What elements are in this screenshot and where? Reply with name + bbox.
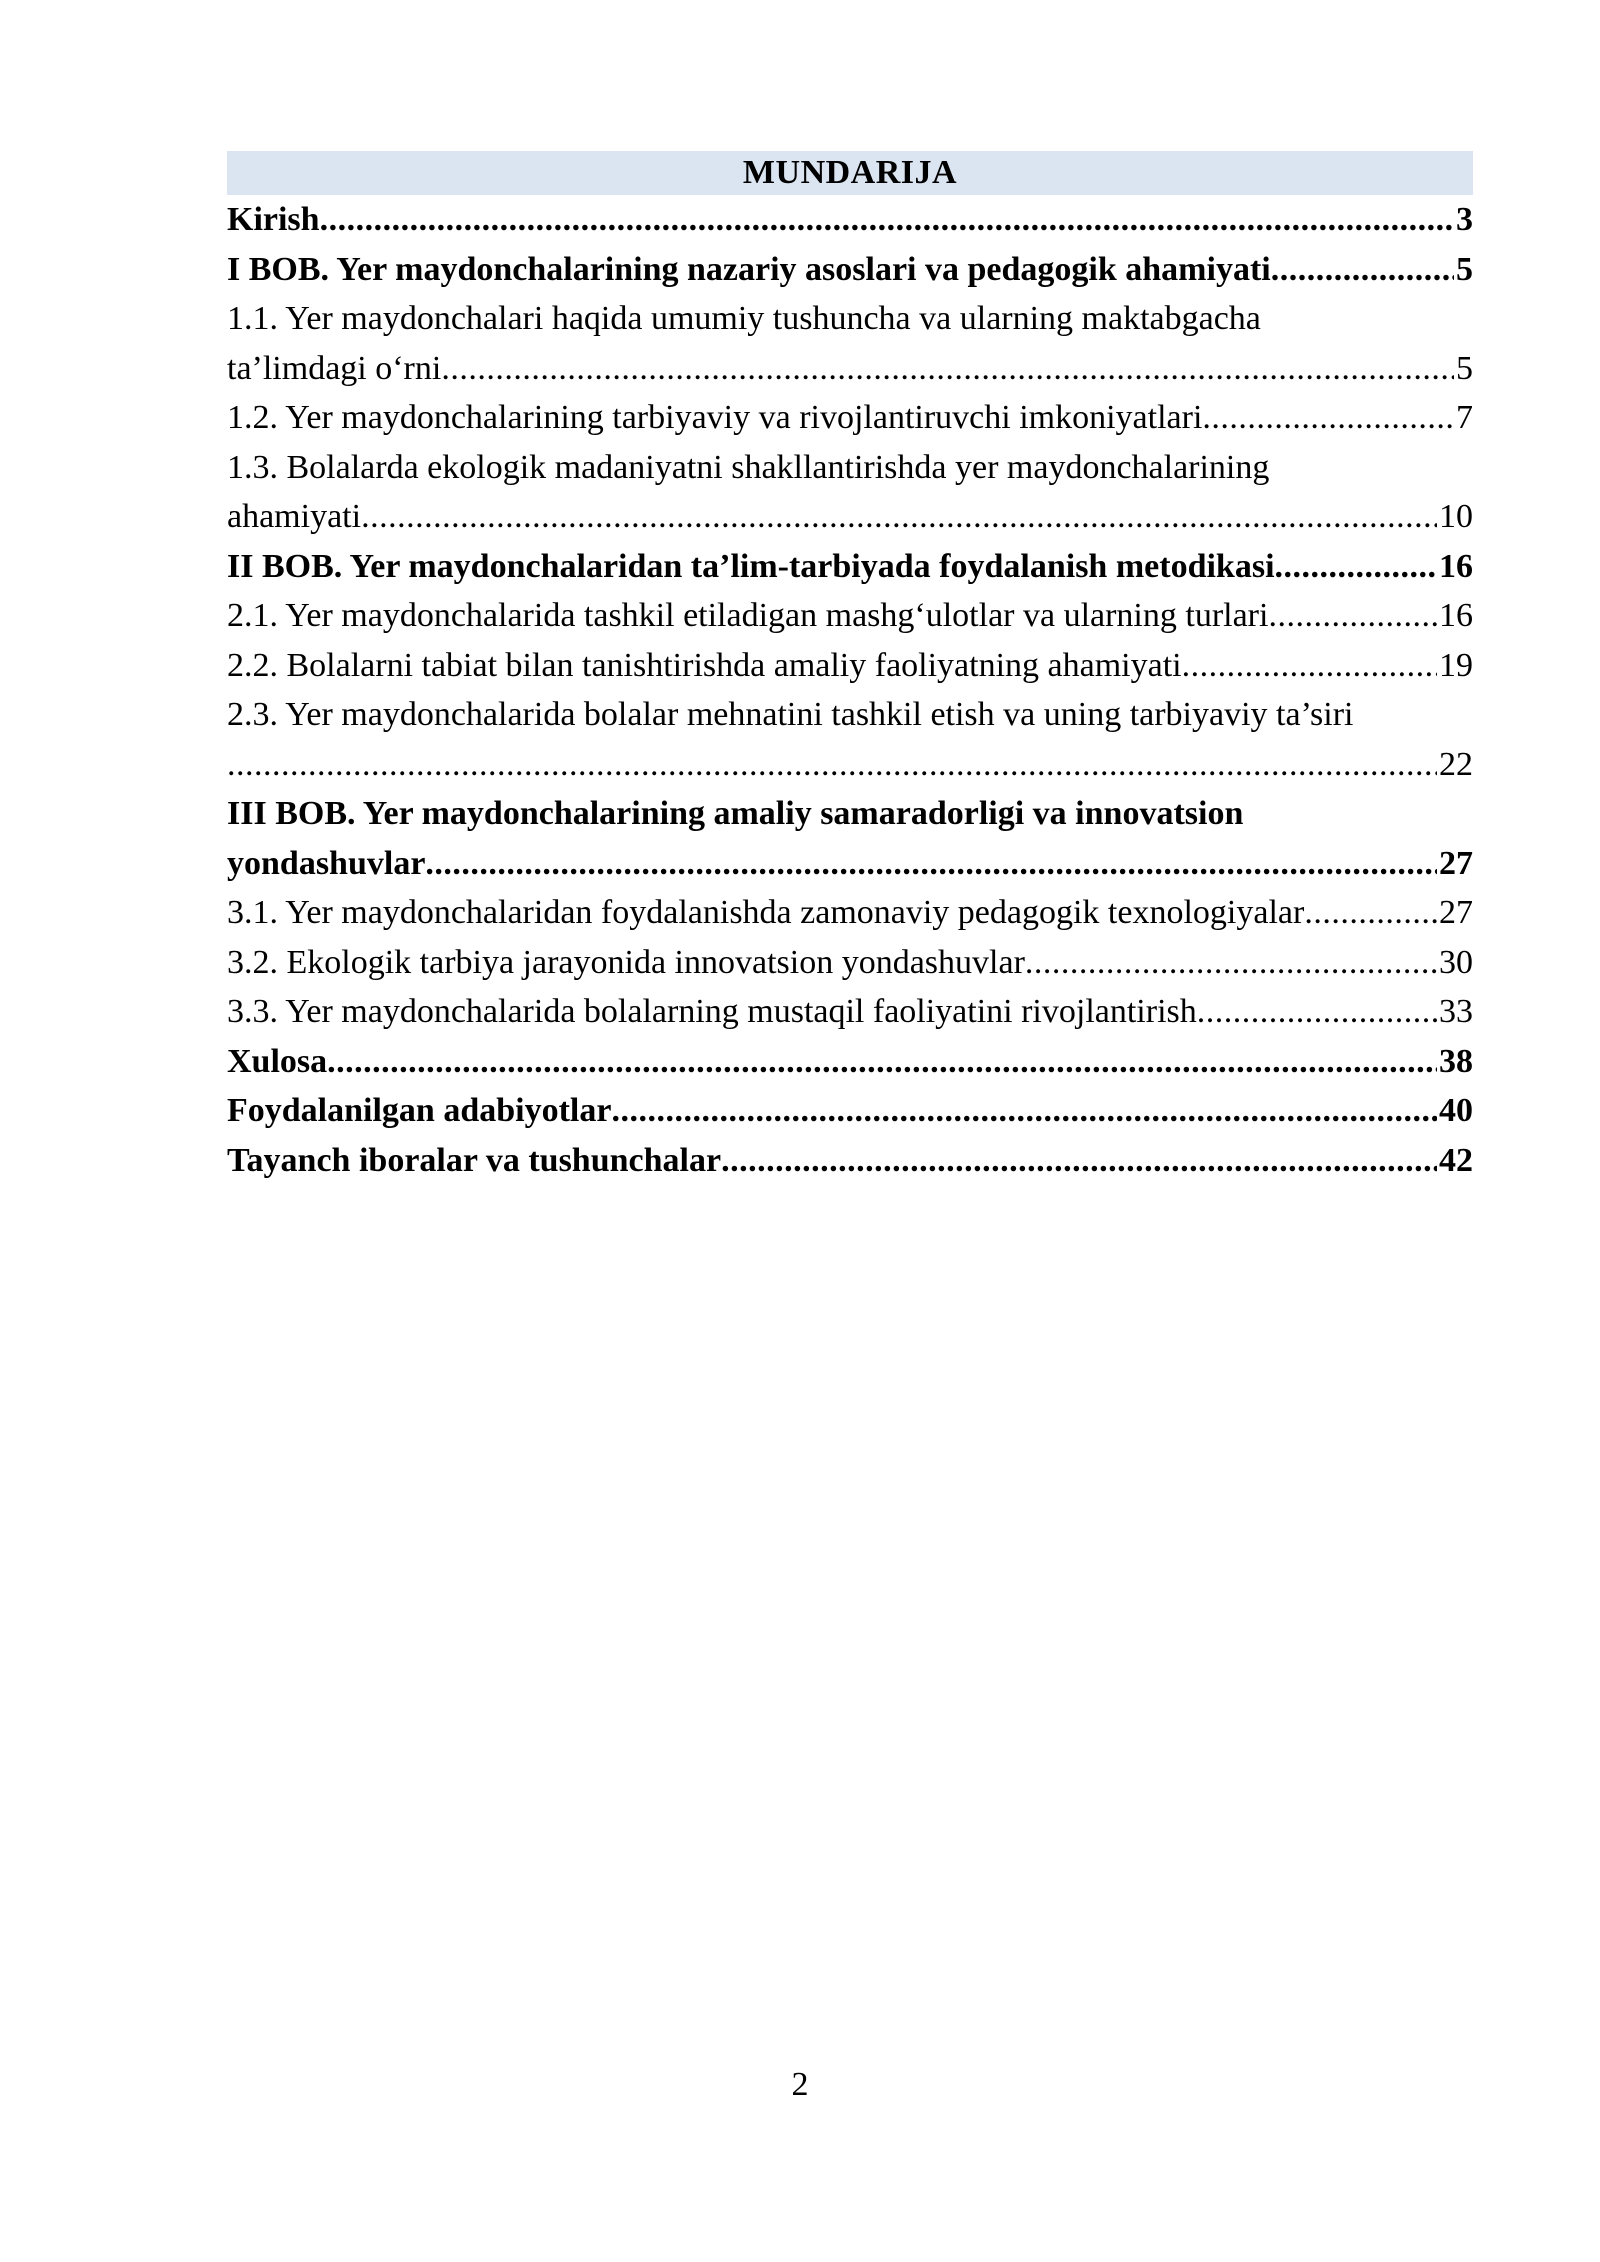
toc-entry-title: ahamiyati [227, 498, 362, 535]
toc-entry-row [227, 492, 1473, 542]
toc-entry-row [227, 344, 1473, 394]
toc-entry-row [227, 987, 1473, 1037]
toc-entry[interactable] [227, 888, 1473, 938]
dot-leader [1275, 542, 1437, 592]
toc-entry[interactable] [227, 443, 1473, 542]
toc-entry-row [227, 1037, 1473, 1087]
dot-leader [361, 492, 1437, 542]
toc-entry-row [227, 888, 1473, 938]
toc-entry[interactable] [227, 542, 1473, 592]
toc-entry-page-number: 27 [1439, 844, 1473, 882]
toc-entry[interactable] [227, 1037, 1473, 1087]
toc-entry-page-number: 5 [1456, 250, 1473, 288]
toc-entry-row [227, 591, 1473, 641]
toc-entry[interactable] [227, 938, 1473, 988]
dot-leader [1025, 938, 1437, 988]
toc-entry-title: 2.1. Yer maydonchalarida tashkil etiladigan mashg‘ulotlar va ularning turlari [227, 597, 1269, 634]
toc-entry-title: Kirish [227, 201, 320, 238]
dot-leader [425, 839, 1437, 889]
toc-entry-title: 1.2. Yer maydonchalarining tarbiyaviy va rivojlantiruvchi imkoniyatlari [227, 399, 1203, 436]
dot-leader [227, 740, 1437, 790]
toc-entry-title: ta’limdagi o‘rni [227, 349, 442, 387]
dot-leader [1202, 393, 1454, 443]
toc-entry-page-number: 3 [1456, 201, 1473, 238]
page-number: 2 [791, 2066, 809, 2103]
toc-entry[interactable] [227, 1136, 1473, 1186]
toc-entry-row [227, 393, 1473, 443]
toc-entry-page-number: 38 [1439, 1042, 1473, 1080]
toc-entry-page-number: 16 [1439, 547, 1473, 585]
toc-entry-title-line: 1.3. Bolalarda ekologik madaniyatni shakllantirishda yer maydonchalarining [227, 448, 1270, 486]
toc-entry-row [227, 542, 1473, 592]
toc-entry-row [227, 938, 1473, 988]
toc-entry-title: 3.2. Ekologik tarbiya jarayonida innovatsion yondashuvlar [227, 943, 1025, 981]
toc-entry-row [227, 195, 1473, 245]
toc-entry-title: 3.1. Yer maydonchalaridan foydalanishda zamonaviy pedagogik texnologiyalar [227, 894, 1305, 931]
toc-entry[interactable] [227, 393, 1473, 443]
toc-entry-page-number: 27 [1439, 894, 1473, 931]
toc-entry-title: I BOB. Yer maydonchalarining nazariy asoslari va pedagogik ahamiyati [227, 250, 1271, 288]
toc-entry-title: yondashuvlar [227, 844, 426, 882]
toc-entry-row [227, 740, 1473, 790]
dot-leader [1182, 641, 1437, 691]
toc-entry[interactable] [227, 1086, 1473, 1136]
toc-entry[interactable] [227, 641, 1473, 691]
toc-title: MUNDARIJA [227, 151, 1473, 195]
toc-entry[interactable] [227, 195, 1473, 245]
toc-entry-page-number: 33 [1439, 993, 1473, 1030]
toc-entry-title-line: III BOB. Yer maydonchalarining amaliy samaradorligi va innovatsion [227, 795, 1244, 832]
toc-entry[interactable] [227, 690, 1473, 789]
toc-entry-title: II BOB. Yer maydonchalaridan ta’lim-tarbiyada foydalanish metodikasi [227, 547, 1275, 585]
dot-leader [1197, 987, 1437, 1037]
toc-entry-title: 2.2. Bolalarni tabiat bilan tanishtirishda amaliy faoliyatning ahamiyati [227, 646, 1182, 684]
toc-entry-page-number: 7 [1456, 399, 1473, 436]
toc-entry-page-number: 19 [1439, 646, 1473, 684]
toc-entry-page-number: 16 [1439, 597, 1473, 634]
toc-entry-row [227, 641, 1473, 691]
toc-entry[interactable] [227, 294, 1473, 393]
toc-entry-row [227, 1136, 1473, 1186]
dot-leader [721, 1136, 1437, 1186]
toc-entry-row [227, 1086, 1473, 1136]
toc-entry-title-line: 2.3. Yer maydonchalarida bolalar mehnatini tashkil etish va uning tarbiyaviy ta’siri [227, 696, 1354, 733]
dot-leader [1268, 591, 1437, 641]
toc-entry-title: 3.3. Yer maydonchalarida bolalarning mustaqil faoliyatini rivojlantirish [227, 993, 1197, 1030]
toc-entry-title-line: 1.1. Yer maydonchalari haqida umumiy tushuncha va ularning maktabgacha [227, 300, 1261, 337]
toc-entry-row [227, 839, 1473, 889]
dot-leader [611, 1086, 1437, 1136]
toc-entry[interactable] [227, 245, 1473, 295]
dot-leader [1304, 888, 1437, 938]
dot-leader [441, 344, 1454, 394]
toc-entry-page-number: 40 [1439, 1092, 1473, 1129]
toc-entry-page-number: 30 [1439, 943, 1473, 981]
toc-entry[interactable] [227, 789, 1473, 888]
toc-entry-page-number: 42 [1439, 1141, 1473, 1179]
toc-entry[interactable] [227, 591, 1473, 641]
toc-entry-title: Foydalanilgan adabiyotlar [227, 1092, 612, 1129]
table-of-contents [227, 151, 1473, 1185]
toc-entry-row [227, 245, 1473, 295]
toc-entry-page-number: 10 [1439, 498, 1473, 535]
toc-entry[interactable] [227, 987, 1473, 1037]
toc-entry-page-number: 22 [1439, 745, 1473, 783]
toc-entries [227, 195, 1473, 1185]
dot-leader [1271, 245, 1454, 295]
toc-entry-page-number: 5 [1456, 349, 1473, 387]
dot-leader [327, 1037, 1437, 1087]
toc-entry-title: Xulosa [227, 1042, 328, 1080]
toc-entry-title: Tayanch iboralar va tushunchalar [227, 1141, 722, 1179]
dot-leader [320, 195, 1454, 245]
